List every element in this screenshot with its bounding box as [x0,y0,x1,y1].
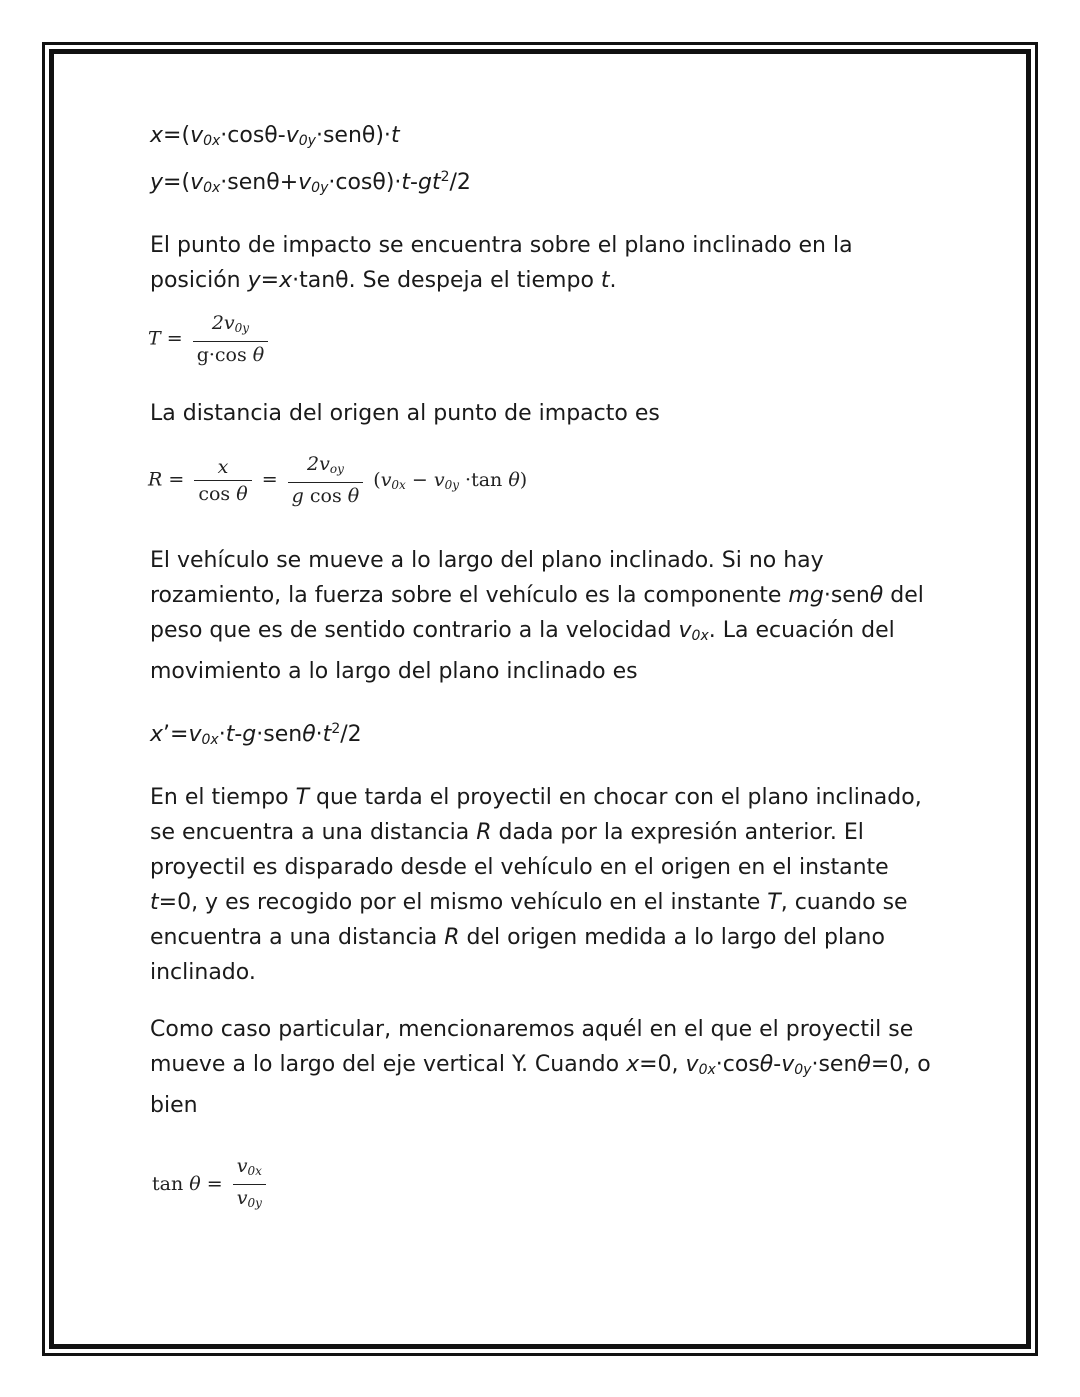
document-body [150,118,940,1225]
equation-x: $x=(v_{0x}\cdot\cos\theta-v_{0y}\cdot sen\theta)\cdot t$ [150,123,400,149]
equation-x-prime: $x’=v_{0x}\cdot t-g\cdot sen\theta\cdot t^2/2$ [150,721,362,748]
formula-tan: tan θ = $\frac{v0x}{v0y}$ [152,1155,940,1225]
paragraph-particular: Como caso particular, mencionaremos aquél en el que el proyectil se mueve a lo largo del eje vertical Y. Cuando x=0, $v_{0x}\cdot\cos\theta-v_{0y}\cdot sen\theta=0$, o bien [150,1017,931,1118]
paragraph-impact: El punto de impacto se encuentra sobre el plano inclinado en la posición y=x·tanθ. Se despeja el tiempo t. [150,233,853,293]
formula-R: R = $\frac{x}{\text{cos θ}}$ = $\frac{\text{2voy}}{\text{g cos θ}}$ (v0x − v0y ·tan θ) [148,453,528,507]
equation-y: $y=(v_{0x}\cdot sen\theta+v_{0y}\cdot\cos\theta)\cdot t-gt^2/2$ [150,169,471,196]
paragraph-distance: La distancia del origen al punto de impacto es [150,401,660,426]
paragraph-time: En el tiempo T que tarda el proyectil en chocar con el plano inclinado, se encuentra a una distancia R dada por la expresión anterior. El proyectil es disparado desde el vehículo en el origen en el instante t=0, y es recogido por el mismo vehículo en el instante T, cuando se encuentra a una distancia R del origen medida a lo largo del plano inclinado. [150,785,922,985]
formula-T: T = $\frac{2v0y}{\text{g·cos θ}}$ [148,312,940,382]
paragraph-vehicle: El vehículo se mueve a lo largo del plano inclinado. Si no hay rozamiento, la fuerza sobre el vehículo es la componente mg·senθ del peso que es de sentido contrario a la velocidad $v_{0x}$. La ecuación del movimiento a lo largo del plano inclinado es [150,548,924,684]
